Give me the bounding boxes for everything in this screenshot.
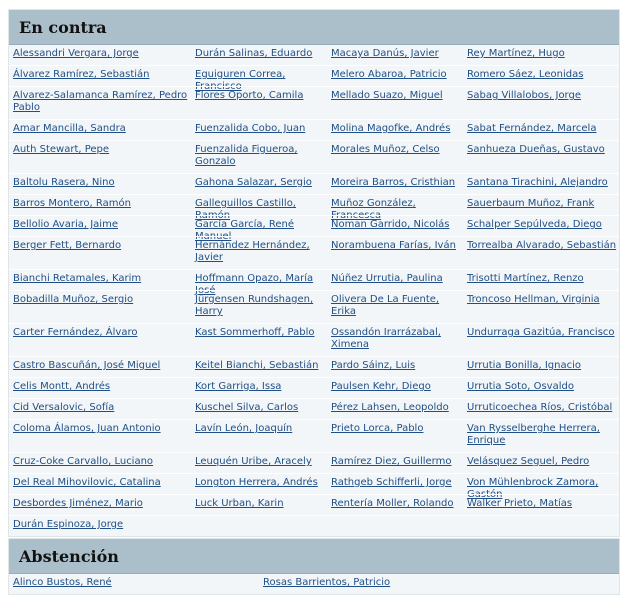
member-link[interactable]: Morales Muñoz, Celso [331, 144, 440, 155]
member-link[interactable]: Jürgensen Rundshagen, Harry [195, 294, 314, 317]
table-row [9, 398, 619, 419]
member-link[interactable]: Bianchi Retamales, Karim [13, 273, 142, 284]
abstencion-list [9, 574, 619, 594]
member-link[interactable]: Del Real Mihovilovic, Catalina [13, 477, 161, 488]
member-link[interactable]: Von Mühlenbrock Zamora, Gastón [467, 477, 599, 500]
member-link[interactable]: Ramírez Diez, Guillermo [331, 456, 452, 467]
member-link[interactable]: Bellolio Avaria, Jaime [13, 219, 118, 230]
member-link[interactable]: Undurraga Gazitúa, Francisco [467, 327, 615, 338]
member-link[interactable]: Keitel Bianchi, Sebastián [195, 360, 319, 371]
member-link[interactable]: Kuschel Silva, Carlos [195, 402, 299, 413]
member-link[interactable]: Molina Magofke, Andrés [331, 123, 451, 134]
member-link[interactable]: Van Rysselberghe Herrera, Enrique [467, 423, 600, 446]
member-link[interactable]: Auth Stewart, Pepe [13, 144, 110, 155]
member-link[interactable]: Urrutia Bonilla, Ignacio [467, 360, 582, 371]
table-row [9, 515, 619, 536]
table-row [9, 419, 619, 452]
member-link[interactable]: Walker Prieto, Matías [467, 498, 573, 509]
member-link[interactable]: Durán Salinas, Eduardo [195, 48, 313, 59]
member-link[interactable]: Urrutia Soto, Osvaldo [467, 381, 574, 392]
en-contra-header [9, 10, 619, 45]
member-link[interactable]: Sauerbaum Muñoz, Frank [467, 198, 595, 209]
member-link[interactable]: Fuenzalida Figueroa, Gonzalo [195, 144, 298, 167]
member-link[interactable]: Torrealba Alvarado, Sebastián [467, 240, 617, 251]
member-link[interactable]: Celis Montt, Andrés [13, 381, 111, 392]
table-row [9, 494, 619, 515]
member-link[interactable]: Leuquén Uribe, Aracely [195, 456, 312, 467]
member-link[interactable]: Moreira Barros, Cristhian [331, 177, 456, 188]
member-link[interactable]: Kast Sommerhoff, Pablo [195, 327, 315, 338]
member-link[interactable]: Eguiguren Correa, Francisco [195, 69, 286, 92]
table-row [9, 269, 619, 296]
member-link[interactable]: Sanhueza Dueñas, Gustavo [467, 144, 605, 155]
member-link[interactable]: Alvarez-Salamanca Ramírez, Pedro Pablo [13, 90, 188, 113]
member-link[interactable]: Hoffmann Opazo, María José [195, 273, 314, 296]
table-row [9, 119, 619, 140]
member-link[interactable]: Ossandón Irarrázabal, Ximena [331, 327, 441, 350]
table-row [9, 86, 619, 119]
member-link[interactable]: Muñoz González, Francesca [331, 198, 416, 221]
member-link[interactable]: Núñez Urrutia, Paulina [331, 273, 443, 284]
abstencion-section [8, 538, 620, 595]
member-link[interactable]: Santana Tirachini, Alejandro [467, 177, 608, 188]
table-row [9, 140, 619, 173]
member-link[interactable]: Pérez Lahsen, Leopoldo [331, 402, 449, 413]
member-link[interactable]: Noman Garrido, Nicolás [331, 219, 450, 230]
member-link[interactable]: Romero Sáez, Leonidas [467, 69, 584, 80]
member-link[interactable]: Cid Versalovic, Sofía [13, 402, 115, 413]
table-row [9, 323, 619, 356]
member-link[interactable]: Mellado Suazo, Miguel [331, 90, 443, 101]
member-link[interactable]: Sabag Villalobos, Jorge [467, 90, 581, 101]
member-link[interactable]: Urruticoechea Ríos, Cristóbal [467, 402, 613, 413]
member-link[interactable]: Amar Mancilla, Sandra [13, 123, 126, 134]
member-link[interactable]: Longton Herrera, Andrés [195, 477, 318, 488]
member-link[interactable]: Fuenzalida Cobo, Juan [195, 123, 306, 134]
member-link[interactable]: Alessandri Vergara, Jorge [13, 48, 139, 59]
member-link[interactable]: Carter Fernández, Álvaro [13, 327, 138, 338]
table-row [9, 377, 619, 398]
table-row [9, 452, 619, 473]
member-link[interactable]: Pardo Sáinz, Luis [331, 360, 416, 371]
member-link[interactable]: Alinco Bustos, René [13, 577, 112, 588]
member-link[interactable]: Rosas Barrientos, Patricio [263, 577, 391, 588]
member-link[interactable]: Desbordes Jiménez, Mario [13, 498, 143, 509]
en-contra-title: En contra [19, 17, 107, 37]
abstencion-header [9, 539, 619, 574]
member-link[interactable]: Norambuena Farías, Iván [331, 240, 456, 251]
table-row [9, 290, 619, 323]
member-link[interactable]: Barros Montero, Ramón [13, 198, 131, 209]
member-link[interactable]: Galleguillos Castillo, Ramón [195, 198, 296, 221]
member-link[interactable]: Coloma Álamos, Juan Antonio [13, 423, 161, 434]
table-row [9, 236, 619, 269]
member-link[interactable]: Kort Garriga, Issa [195, 381, 282, 392]
member-link[interactable]: García García, René Manuel [195, 219, 295, 242]
member-link[interactable]: Rathgeb Schifferli, Jorge [331, 477, 452, 488]
member-link[interactable]: Cruz-Coke Carvallo, Luciano [13, 456, 154, 467]
table-row [9, 574, 619, 594]
abstencion-title: Abstención [19, 546, 119, 566]
member-link[interactable]: Berger Fett, Bernardo [13, 240, 122, 251]
en-contra-section [8, 9, 620, 537]
table-row [9, 215, 619, 242]
member-link[interactable]: Prieto Lorca, Pablo [331, 423, 424, 434]
table-row [9, 65, 619, 92]
member-link[interactable]: Castro Bascuñán, José Miguel [13, 360, 161, 371]
member-link[interactable]: Lavín León, Joaquín [195, 423, 293, 434]
member-link[interactable]: Hernández Hernández, Javier [195, 240, 310, 263]
member-link[interactable]: Durán Espinoza, Jorge [13, 519, 124, 530]
member-link[interactable]: Troncoso Hellman, Virginia [467, 294, 600, 305]
member-link[interactable]: Melero Abaroa, Patricio [331, 69, 447, 80]
table-row [9, 173, 619, 194]
member-link[interactable]: Schalper Sepúlveda, Diego [467, 219, 602, 230]
en-contra-list [9, 45, 619, 536]
member-link[interactable]: Flores Oporto, Camila [195, 90, 304, 101]
member-link[interactable]: Luck Urban, Karin [195, 498, 284, 509]
member-link[interactable]: Gahona Salazar, Sergio [195, 177, 312, 188]
member-link[interactable]: Trisotti Martínez, Renzo [467, 273, 584, 284]
table-row [9, 473, 619, 500]
member-link[interactable]: Álvarez Ramírez, Sebastián [13, 69, 150, 80]
member-link[interactable]: Paulsen Kehr, Diego [331, 381, 431, 392]
member-link[interactable]: Olivera De La Fuente, Erika [331, 294, 440, 317]
member-link[interactable]: Rey Martínez, Hugo [467, 48, 565, 59]
member-link[interactable]: Baltolu Rasera, Nino [13, 177, 115, 188]
table-row [9, 356, 619, 377]
member-link[interactable]: Macaya Danús, Javier [331, 48, 439, 59]
table-row [9, 45, 619, 65]
member-link[interactable]: Rentería Moller, Rolando [331, 498, 454, 509]
table-row [9, 194, 619, 221]
member-link[interactable]: Velásquez Seguel, Pedro [467, 456, 590, 467]
member-link[interactable]: Bobadilla Muñoz, Sergio [13, 294, 134, 305]
member-link[interactable]: Sabat Fernández, Marcela [467, 123, 597, 134]
